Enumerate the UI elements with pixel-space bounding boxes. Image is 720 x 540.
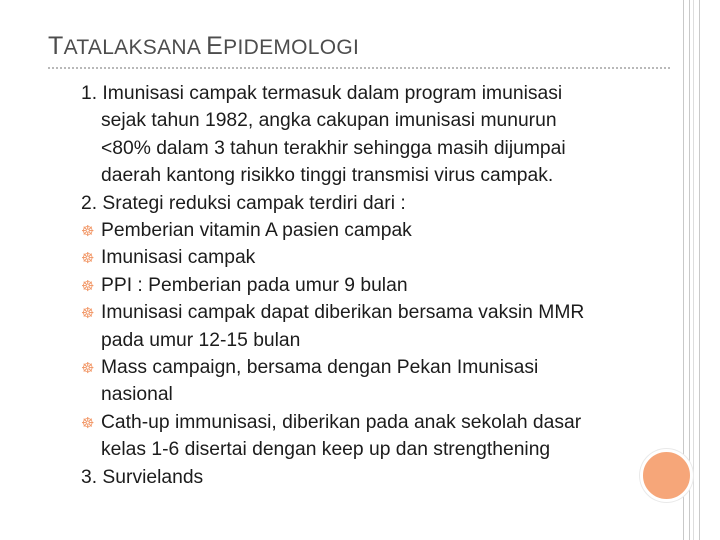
bullet-continuation: pada umur 12-15 bulan [101,329,301,351]
bullet-item [81,354,671,381]
point-1-continuation: sejak tahun 1982, angka cakupan imunisasi munurun [101,110,557,132]
bullet-text: Pemberian vitamin A pasien campak [101,220,412,242]
bullet-icon: ☸ [81,277,95,295]
bullet-text: PPI : Pemberian pada umur 9 bulan [101,274,408,296]
bullet-item [81,409,671,436]
point-1-line: 1. Imunisasi campak termasuk dalam program imunisasi [81,83,563,104]
title-initial-1: T [48,32,64,60]
bullet-icon: ☸ [81,223,95,241]
frame-line-3 [693,0,694,540]
point-2-line: 2. Srategi reduksi campak terdiri dari : [81,192,406,214]
bullet-item [81,272,671,299]
slide-body [81,80,671,491]
title-rest-2: PIDEMOLOGI [223,36,360,59]
bullet-icon: ☸ [81,305,95,323]
bullet-item [81,217,671,244]
bullet-text: Imunisasi campak dapat diberikan bersama vaksin MMR [101,302,585,324]
bullet-text: Mass campaign, bersama dengan Pekan Imunisasi [101,357,539,379]
title-initial-2: E [206,32,224,60]
bullet-icon: ☸ [81,414,95,432]
bullet-item [81,299,671,326]
frame-line-4 [699,0,700,540]
bullet-icon: ☸ [81,250,95,268]
frame-line-2 [689,0,690,540]
decorative-circle [640,449,693,502]
bullet-text: Imunisasi campak [101,247,256,269]
title-divider [48,67,670,69]
point-3-line: 3. Survielands [81,466,204,488]
bullet-text: Cath-up immunisasi, diberikan pada anak sekolah dasar [101,411,582,433]
bullet-item [81,244,671,271]
title-rest-1: ATALAKSANA [63,36,207,59]
bullet-icon: ☸ [81,360,95,378]
slide-title [48,32,359,61]
bullet-continuation: nasional [101,384,173,406]
point-1-continuation: <80% dalam 3 tahun terakhir sehingga masih dijumpai [101,137,566,159]
point-1-continuation: daerah kantong risikko tinggi transmisi virus campak. [101,165,554,187]
bullet-continuation: kelas 1-6 disertai dengan keep up dan strengthening [101,439,551,461]
